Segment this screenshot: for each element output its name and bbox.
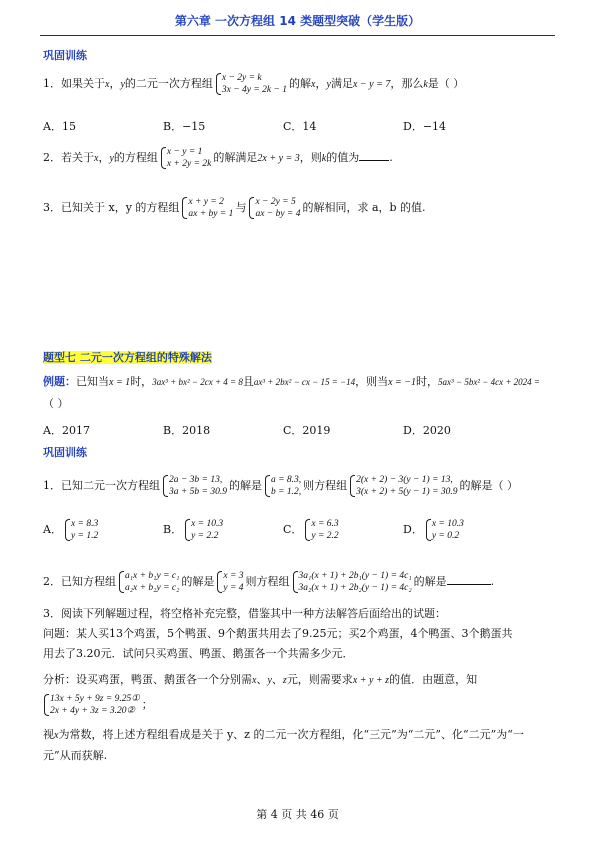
s2q3-sep-2: 、 [271, 673, 283, 686]
s2q1-text-mid: 的解是 [228, 479, 262, 492]
q1-text-mid: 的二元一次方程组 [124, 77, 213, 90]
s2q1-option-d-r2: y = 0.2 [431, 531, 460, 541]
s2q2-eq1: a₁x + b₁y = c₁ [125, 571, 180, 581]
s2q3-var-x2: x [54, 730, 59, 741]
example-text-2: 时， [130, 375, 153, 388]
q3-eq1: x + y = 2 [188, 197, 224, 207]
q1-eq2: 3x − 4y = 2k − 1 [221, 85, 288, 95]
s2q1-equation-system [162, 474, 227, 498]
s2q2-text-pre: 2．已知方程组 [43, 575, 116, 588]
q1-option-d[interactable]: D．−14 [403, 120, 447, 133]
example-option-c[interactable]: C．2019 [283, 424, 331, 437]
section-heading-type7-label: 题型七 二元一次方程组的特殊解法 [43, 351, 212, 364]
q1-equation-system [215, 72, 287, 96]
example-text-5: 时， [416, 375, 439, 388]
q1-sep2: ， [315, 77, 327, 90]
s2q1-option-d-system [425, 518, 464, 542]
s2q2-eq2: a₂x + b₂y = c₂ [125, 583, 180, 593]
s2q2-equation-system-2 [292, 570, 412, 594]
q1-var-y: y [120, 79, 125, 90]
example-expr-3: 5ax³ − 5bx² − 4cx + 2024 = [438, 377, 540, 387]
s2q2-answer-blank[interactable] [447, 572, 491, 585]
q3-eq4: ax − by = 4 [255, 209, 301, 219]
s2q3-var-y: y [267, 675, 272, 686]
s2q3-line-6b: 为常数，将上述方程组看成是关于 y、z 的二元一次方程组，化“三元”为“二元”、化“二元”为“一 [58, 728, 524, 741]
s2q1-option-c-r1: x = 6.3 [311, 519, 339, 529]
s2q2-equation-system [118, 570, 179, 594]
s2q1-option-a-system [64, 518, 98, 542]
q2-condition: 2x + y = 3 [257, 153, 300, 164]
example-text-1: 已知当 [76, 375, 109, 388]
s2q1-option-c[interactable] [283, 518, 341, 542]
q1-text-post: 的解 [289, 77, 312, 90]
q1-text-post3: ，那么 [390, 77, 424, 90]
q1-eq1: x − 2y = k [221, 73, 262, 83]
s2q1-sol2: b = 1.2, [270, 487, 302, 497]
s2q3-system-line [43, 693, 555, 717]
s2q3-var-z: z [282, 675, 287, 686]
q1-sep: ， [109, 77, 121, 90]
s2q1-option-b-label: B． [163, 523, 183, 536]
s2q1-option-d-label: D． [403, 523, 423, 536]
page-footer: 第 4 页 共 46 页 [256, 808, 339, 821]
question-3 [43, 196, 426, 220]
s2q1-sol1: a = 8.3, [270, 475, 302, 485]
s2q1-option-c-system [304, 518, 338, 542]
q1-var-x2: x [311, 79, 316, 90]
s2q1-eq2: 3a + 5b = 30.9 [169, 487, 227, 497]
s2q1-option-a-r1: x = 8.3 [70, 519, 99, 529]
s2q2-solution [216, 570, 243, 594]
q2-var-y: y [109, 153, 114, 164]
q1-var-x: x [105, 79, 110, 90]
example-label: 例题： [43, 375, 76, 388]
s2q1-option-b-r1: x = 10.3 [191, 519, 224, 529]
s2q1-text-pre: 1．已知二元一次方程组 [43, 479, 160, 492]
s2q3-equation-system [43, 693, 140, 717]
s2q3-sep-1: 、 [256, 673, 268, 686]
q1-option-c[interactable]: C．14 [283, 120, 317, 133]
s2q3-line-4b: 元，则需要求 [286, 673, 353, 686]
example-paren: （ ） [43, 397, 69, 410]
s2q1-option-b[interactable] [163, 518, 225, 542]
s2q2-text-mid: 的解是 [181, 575, 215, 588]
s2q3-eq1: 13x + 5y + 9z = 9.25① [50, 694, 140, 704]
section-heading-practice-2: 巩固训练 [43, 446, 87, 459]
page-header: 第六章 一次方程组 14 类题型突破（学生版） [174, 14, 421, 28]
s2q2-eq3: 3a₁(x + 1) + 2b₁(y − 1) = 4c₁ [298, 571, 412, 581]
s2q1-option-b-r2: y = 2.2 [191, 531, 219, 541]
q3-equation-system-1 [181, 196, 233, 220]
question-1 [43, 72, 464, 96]
q2-end: . [389, 151, 393, 164]
s2q1-option-c-r2: y = 2.2 [311, 531, 339, 541]
example-cond-2: x = −1 [388, 377, 417, 388]
example-option-b[interactable]: B．2018 [163, 424, 211, 437]
s2q2-text-mid2: 则方程组 [245, 575, 290, 588]
s2q1-option-c-label: C． [283, 523, 303, 536]
s2q1-option-d[interactable] [403, 518, 466, 542]
s2q1-option-a[interactable] [43, 518, 100, 542]
header-rule [40, 35, 555, 36]
s2q3-line-4c: 的值．由题意，知 [389, 673, 478, 686]
s2q1-text-mid2: 则方程组 [303, 479, 348, 492]
q2-answer-blank[interactable] [359, 148, 389, 161]
s2q1-eq4: 3(x + 2) + 5(y − 1) = 30.9 [356, 487, 458, 497]
s2q1-option-a-label: A． [43, 523, 62, 536]
s2q2-text-post: 的解是 [413, 575, 447, 588]
s2q2-eq4: 3a₂(x + 1) + 2b₂(y − 1) = 4c₂ [298, 583, 412, 593]
q1-option-a[interactable]: A．15 [43, 120, 76, 133]
example-expr-2: ax³ + 2bx² − cx − 15 = −14 [253, 377, 356, 387]
s2q1-eq3: 2(x + 2) − 3(y − 1) = 13, [356, 475, 453, 485]
example-cond-1: x = 1 [109, 377, 131, 388]
q1-text-post2: 满足 [330, 77, 353, 90]
s2q2-sol1: x = 3 [223, 571, 244, 581]
s2q1-option-a-r2: y = 1.2 [70, 531, 99, 541]
s2q1-text-post: 的解是（ ） [459, 479, 518, 492]
q1-condition: x − y = 7 [352, 79, 391, 90]
s2q3-line-3: 用去了3.20元．试问只买鸡蛋、鸭蛋、鹅蛋各一个共需多少元． [43, 647, 354, 660]
section-heading-type7 [43, 350, 212, 366]
q3-eq3: x − 2y = 5 [255, 197, 296, 207]
s2q3-line-4a: 分析：设买鸡蛋，鸭蛋、鹅蛋各一个分别需 [43, 673, 252, 686]
example-option-d[interactable]: D．2020 [403, 424, 451, 437]
s2q3-semicolon: ； [141, 698, 153, 711]
q2-text-mid: 的方程组 [113, 151, 158, 164]
q1-text-post4: 是（ ） [427, 77, 465, 90]
s2q1-equation-system-2 [349, 474, 457, 498]
s2q1-eq1: 2a − 3b = 13, [169, 475, 223, 485]
section-heading-practice: 巩固训练 [43, 49, 87, 62]
q2-var-k: k [321, 153, 327, 164]
s2q3-expr: x + y + z [352, 675, 390, 686]
s2q1-option-d-r1: x = 10.3 [431, 519, 464, 529]
q1-var-k: k [423, 79, 428, 90]
s2-question-2 [43, 570, 494, 594]
s2q1-option-b-system [184, 518, 223, 542]
example-question [43, 374, 540, 391]
question-2 [43, 146, 393, 170]
s2-question-3 [43, 604, 555, 766]
s2q3-var-x: x [252, 675, 257, 686]
q2-text-post2: ，则 [299, 151, 322, 164]
example-option-a[interactable]: A．2017 [43, 424, 90, 437]
q1-text-pre: 1．如果关于 [43, 77, 105, 90]
q1-option-b[interactable]: B．−15 [163, 120, 206, 133]
q3-text-mid: 与 [235, 201, 247, 214]
s2q2-end: . [490, 575, 495, 588]
example-text-4: ，则当 [355, 375, 389, 388]
q2-eq1: x − y = 1 [166, 147, 203, 157]
s2q3-line-4 [43, 670, 555, 691]
s2q3-eq2: 2x + 4y + 3z = 3.20② [50, 706, 136, 716]
s2q3-line-6a: 视 [43, 728, 54, 741]
q2-text-post: 的解满足 [213, 151, 258, 164]
q2-eq2: x + 2y = 2k [166, 159, 212, 169]
s2q3-line-1: 3．阅读下列解题过程，将空格补充完整，借鉴其中一种方法解答后面给出的试题： [43, 607, 446, 620]
s2q1-solution [264, 474, 301, 498]
s2q3-line-6 [43, 725, 555, 746]
q1-var-y2: y [326, 79, 331, 90]
s2-question-1 [43, 474, 518, 498]
q3-text-pre: 3．已知关于 x，y 的方程组 [43, 201, 180, 214]
q2-var-x: x [94, 153, 99, 164]
s2q2-sol2: y = 4 [223, 583, 244, 593]
example-expr-1: 3ax³ + bx² − 2cx + 4 = 8 [152, 377, 243, 387]
q3-text-post: 的解相同，求 a，b 的值. [302, 201, 426, 214]
example-text-3: 且 [242, 375, 254, 388]
q3-equation-system-2 [248, 196, 300, 220]
s2q3-line-7: 元”从而获解. [43, 749, 108, 762]
q2-text-post3: 的值为 [326, 151, 360, 164]
q2-equation-system [160, 146, 211, 170]
q2-text-pre: 2．若关于 [43, 151, 94, 164]
q2-sep: ， [98, 151, 110, 164]
q3-eq2: ax + by = 1 [188, 209, 234, 219]
s2q3-line-2: 问题：某人买13个鸡蛋，5个鸭蛋、9个鹅蛋共用去了9.25元；买2个鸡蛋，4个鸭蛋、3个鹅蛋共 [43, 627, 513, 640]
